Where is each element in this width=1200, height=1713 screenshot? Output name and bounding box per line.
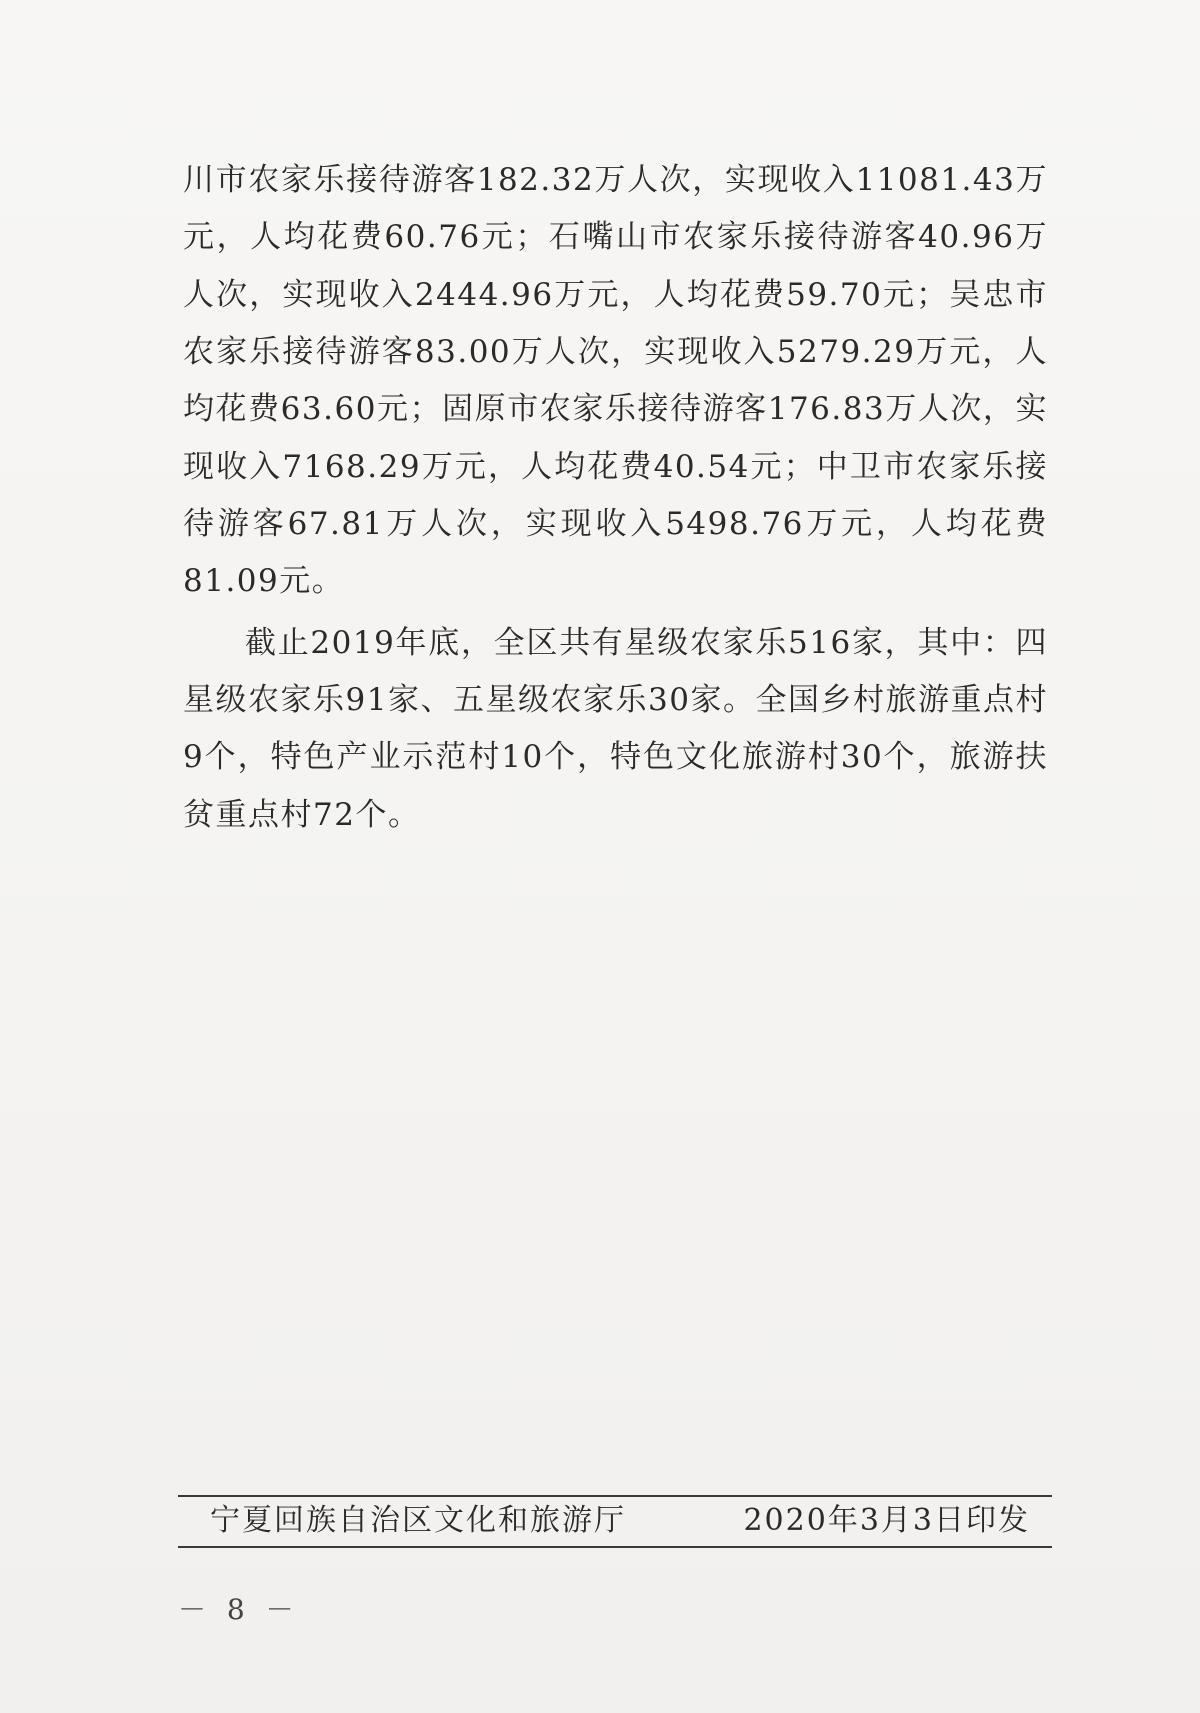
- footer-bottom-rule: [178, 1546, 1052, 1548]
- paragraph-star-farmstays: 截止2019年底，全区共有星级农家乐516家，其中：四星级农家乐91家、五星级农家乐30家。全国乡村旅游重点村9个，特色产业示范村10个，特色文化旅游村30个，旅游扶贫重点村72个。: [183, 624, 1048, 833]
- page-number: － 8 －: [178, 1593, 300, 1626]
- footer-issuer: 宁夏回族自治区文化和旅游厅: [210, 1503, 626, 1538]
- document-body: [183, 152, 1048, 844]
- paragraph-visitor-stats: 川市农家乐接待游客182.32万人次，实现收入11081.43万元，人均花费60.76元；石嘴山市农家乐接待游客40.96万人次，实现收入2444.96万元，人均花费59.70元；吴忠市农家乐接待游客83.00万人次，实现收入5279.29万元，人均花费63.60元；固原市农家乐接待游客176.83万人次，实现收入7168.29万元，人均花费40.54元；中卫市农家乐接待游客67.81万人次，实现收入5498.76万元，人均花费81.09元。: [183, 162, 1048, 600]
- footer-print-date: 2020年3月3日印发: [743, 1503, 1030, 1538]
